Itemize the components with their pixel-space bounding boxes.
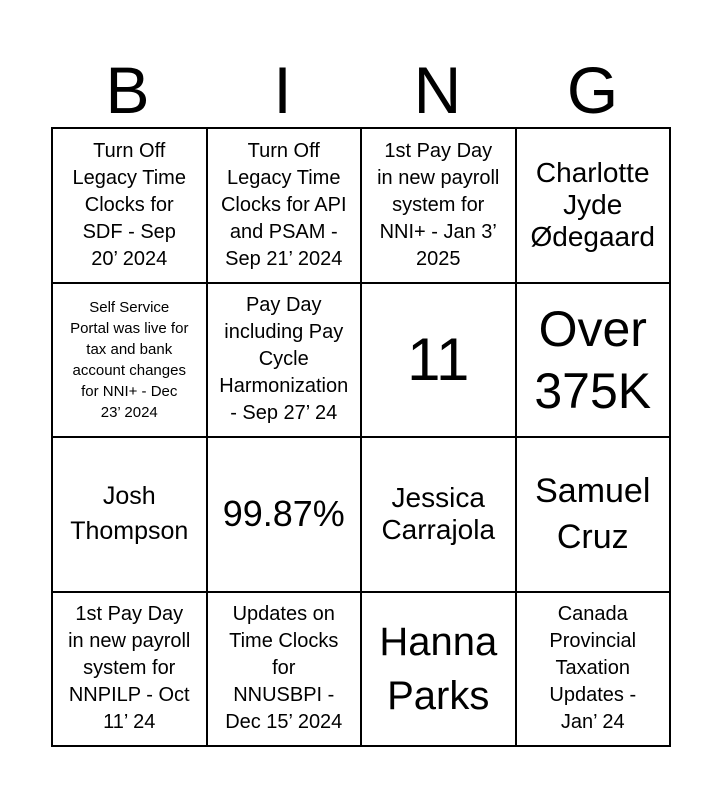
bingo-cell-r3c1[interactable] (53, 438, 208, 593)
bingo-cell-r1c2[interactable] (208, 129, 363, 284)
bingo-cell-r2c2[interactable] (208, 284, 363, 439)
cell-text: Josh Thompson (70, 482, 189, 546)
header-letter-n: N (413, 53, 462, 127)
cell-text: 1st Pay Day in new payroll system for NNI+ - Jan 3’ 2025 (377, 139, 500, 270)
bingo-cell-r1c1[interactable] (53, 129, 208, 284)
bingo-cell-r2c1[interactable] (53, 284, 208, 439)
cell-text: Hanna Parks (379, 619, 498, 718)
bingo-cell-r2c3[interactable] (362, 284, 517, 439)
cell-text: Samuel Cruz (535, 472, 651, 557)
bingo-grid (51, 127, 671, 747)
cell-text: 1st Pay Day in new payroll system for NNPILP - Oct 11’ 24 (68, 603, 191, 734)
bingo-cell-r2c4[interactable] (517, 284, 672, 439)
bingo-cell-r1c4[interactable] (517, 129, 672, 284)
cell-text: Canada Provincial Taxation Updates - Jan’ 24 (549, 603, 637, 734)
bingo-cell-r1c3[interactable] (362, 129, 517, 284)
header-letter-i: I (273, 53, 292, 127)
header-letter-b: B (105, 53, 150, 127)
cell-text: Self Service Portal was live for tax and bank account changes for NNI+ - Dec 23’ 2024 (70, 298, 189, 421)
bingo-cell-r3c2[interactable] (208, 438, 363, 593)
cell-text: Jessica Carrajola (381, 482, 496, 546)
cell-text: Turn Off Legacy Time Clocks for API and PSAM - Sep 21’ 2024 (220, 139, 347, 270)
bingo-cell-r4c4[interactable] (517, 593, 672, 748)
bingo-cell-r3c4[interactable] (517, 438, 672, 593)
bingo-cell-r4c3[interactable] (362, 593, 517, 748)
bingo-header (50, 52, 670, 128)
cell-text: 11 (407, 325, 470, 393)
cell-text: 99.87% (222, 493, 345, 535)
cell-text: Updates on Time Clocks for NNUSBPI - Dec 15’ 2024 (225, 603, 343, 734)
cell-text: Charlotte Jyde Ødegaard (530, 157, 656, 253)
header-letter-g: G (566, 53, 619, 127)
cell-text: Over 375K (534, 300, 652, 419)
bingo-cell-r4c2[interactable] (208, 593, 363, 748)
cell-text: Pay Day including Pay Cycle Harmonization - Sep 27’ 24 (219, 294, 349, 425)
bingo-cell-r3c3[interactable] (362, 438, 517, 593)
bingo-cell-r4c1[interactable] (53, 593, 208, 748)
cell-text: Turn Off Legacy Time Clocks for SDF - Sep 20’ 2024 (72, 139, 186, 270)
